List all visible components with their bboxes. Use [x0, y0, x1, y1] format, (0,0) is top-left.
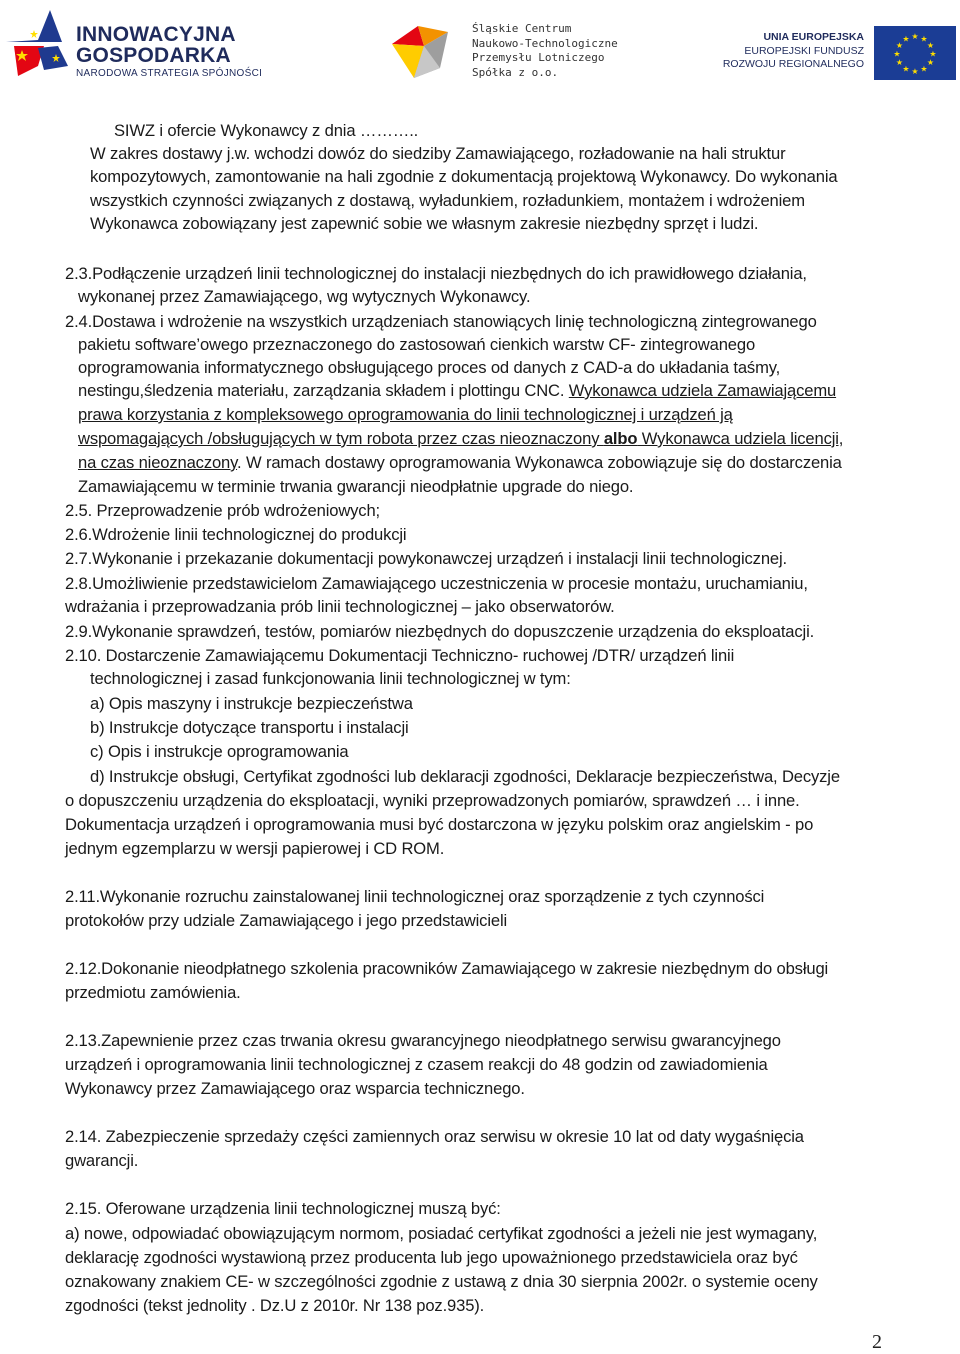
text-line: 2.11.Wykonanie rozruchu zainstalowanej linii technologicznej oraz sporządzenie z tych czynności [65, 887, 765, 906]
text-span: . W ramach dostawy oprogramowania Wykonawca zobowiązuje się do dostarczenia [237, 453, 842, 472]
svg-text:★: ★ [911, 67, 919, 76]
text-line: protokołów przy udziale Zamawiającego i jego przedstawicieli [65, 911, 508, 930]
svg-text:★: ★ [893, 49, 901, 59]
underlined-text: Wykonawca udziela licencji, [637, 429, 844, 448]
text-line: 2.6.Wdrożenie linii technologicznej do produkcji [65, 525, 407, 544]
text-line: Dokumentacja urządzeń i oprogramowania musi być dostarczona w języku polskim oraz angielskim - po [65, 815, 814, 834]
text-line: o dopuszczeniu urządzenia do eksploatacji, wyniki przeprowadzonych pomiarów, sprawdzeń … i inne. [65, 791, 800, 810]
text-line: 2.12.Dokonanie nieodpłatnego szkolenia pracowników Zamawiającego w zakresie niezbędnym do obsługi [65, 959, 829, 978]
company-name-line: Śląskie Centrum [472, 22, 572, 35]
company-name-line: Przemysłu Lotniczego [472, 51, 605, 64]
text-line: Wykonawcy przez Zamawiającego oraz wsparcia technicznego. [65, 1079, 525, 1098]
text-line: zgodności (tekst jednolity . Dz.U z 2010r. Nr 138 poz.935). [65, 1296, 485, 1315]
svg-text:★: ★ [929, 49, 937, 59]
underlined-text: wspomagających /obsługujących w tym robota przez czas nieoznaczony [78, 429, 604, 448]
svg-text:★: ★ [926, 58, 935, 67]
text-span: nestingu,śledzenia materiału, zarządzania składem i plottingu CNC. [78, 381, 565, 400]
underlined-text: prawa korzystania z kompleksowego oprogramowania do linii technologicznej i urządzeń ją [78, 405, 733, 424]
eu-label-line: ROZWOJU REGIONALNEGO [722, 58, 864, 70]
svg-text:★: ★ [902, 34, 910, 44]
svg-text:★: ★ [895, 41, 904, 50]
text-line: 2.9.Wykonanie sprawdzeń, testów, pomiarów niezbędnych do dopuszczenie urządzenia do eksploatacji. [65, 622, 815, 641]
text-line: 2.4.Dostawa i wdrożenie na wszystkich urządzeniach stanowiących linię technologiczną zintegrowanego [65, 312, 817, 331]
text-line: 2.5. Przeprowadzenie prób wdrożeniowych; [65, 501, 380, 520]
company-name-line: Spółka z o.o. [472, 65, 559, 79]
text-line: kompozytowych, zamontowanie na hali zgodnie z dokumentacją projektową Wykonawcy. Do wykonania [90, 167, 838, 186]
text-line [78, 452, 842, 474]
text-line: 2.3.Podłączenie urządzeń linii technologicznej do instalacji niezbędnych do ich prawidłowego działania, [65, 264, 807, 283]
text-line: Zamawiającemu w terminie trwania gwarancji nieodpłatnie upgrade do niego. [78, 477, 634, 496]
underlined-text: na czas nieoznaczony [78, 453, 238, 472]
svg-text:★: ★ [902, 64, 910, 74]
text-line: wszystkich czynności związanych z dostawą, wyładunkiem, rozładunkiem, montażem i wdrożeniem [90, 191, 805, 210]
text-line: 2.15. Oferowane urządzenia linii technologicznej muszą być: [65, 1199, 501, 1218]
text-line: oprogramowania informatycznego obsługującego proces od danych z CAD-a do układania taśmy, [78, 358, 781, 377]
text-line: gwarancji. [65, 1151, 139, 1170]
page-number: 2 [872, 1331, 882, 1353]
text-line: 2.14. Zabezpieczenie sprzedaży części zamiennych oraz serwisu w okresie 10 lat od daty wygaśnięcia [65, 1127, 804, 1146]
svg-text:★: ★ [920, 64, 928, 74]
text-line [78, 380, 836, 402]
text-line: SIWZ i ofercie Wykonawcy z dnia ……….. [114, 121, 419, 140]
text-line: jednym egzemplarzu w wersji papierowej i CD ROM. [65, 839, 445, 858]
text-line: 2.13.Zapewnienie przez czas trwania okresu gwarancyjnego nieodpłatnego serwisu gwarancyjnego [65, 1031, 781, 1050]
ig-title-2: GOSPODARKA [76, 44, 231, 67]
svg-text:★: ★ [895, 58, 904, 67]
text-line: a) nowe, odpowiadać obowiązującym normom, posiadać certyfikat zgodności a jeżeli nie jest wymagany, [65, 1224, 818, 1243]
innowacyjna-gospodarka-logo-icon [4, 6, 74, 89]
text-line: d) Instrukcje obsługi, Certyfikat zgodności lub deklaracji zgodności, Deklaracje bezpieczeństwa, Decyzje [90, 767, 840, 786]
text-line: urządzeń i oprogramowania linii technologicznej z czasem reakcji do 48 godzin od zawiadomienia [65, 1055, 768, 1074]
text-line: Wykonawca zobowiązany jest zapewnić sobie we własnym zakresie niezbędny sprzęt i ludzi. [90, 214, 759, 233]
text-line [78, 428, 843, 450]
scntpl-logo-icon [388, 22, 458, 87]
ig-subtitle: NARODOWA STRATEGIA SPÓJNOŚCI [76, 68, 263, 79]
text-line: c) Opis i instrukcje oprogramowania [90, 742, 349, 761]
underlined-text: Wykonawca udziela Zamawiającemu [568, 381, 837, 400]
text-line: wdrażania i przeprowadzania prób linii technologicznej – jako obserwatorów. [65, 597, 615, 616]
eu-label-line: UNIA EUROPEJSKA [763, 31, 864, 43]
svg-text:★: ★ [926, 41, 935, 50]
text-line: przedmiotu zamówienia. [65, 983, 241, 1002]
text-line: b) Instrukcje dotyczące transportu i instalacji [90, 718, 409, 737]
text-line: wykonanej przez Zamawiającego, wg wytycznych Wykonawcy. [78, 287, 531, 306]
text-line: 2.7.Wykonanie i przekazanie dokumentacji powykonawczej urządzeń i instalacji linii technologicznej. [65, 549, 787, 568]
text-line: technologicznej i zasad funkcjonowania linii technologicznej w tym: [90, 669, 571, 688]
text-line: deklarację zgodności wystawioną przez producenta lub jego upoważnionego przedstawiciela oraz być [65, 1248, 798, 1267]
svg-text:★: ★ [920, 34, 928, 44]
eu-flag-icon [874, 26, 956, 80]
text-line: 2.10. Dostarczenie Zamawiającemu Dokumentacji Techniczno- ruchowej /DTR/ urządzeń linii [65, 646, 735, 665]
company-name-line: Naukowo-Technologiczne [472, 36, 618, 50]
svg-text:★: ★ [911, 32, 919, 41]
text-line: oznakowany znakiem CE- w szczególności zgodnie z ustawą z dnia 30 sierpnia 2002r. o systemie oceny [65, 1272, 818, 1291]
bold-text: albo [603, 429, 638, 448]
text-line: pakietu software’owego przeznaczonego do zastosowań cienkich warstw CF- zintegrowanego [78, 335, 756, 354]
eu-label-line: EUROPEJSKI FUNDUSZ [744, 45, 864, 57]
text-line: 2.8.Umożliwienie przedstawicielom Zamawiającego uczestniczenia w procesie montażu, uruchamianiu, [65, 574, 808, 593]
text-line: a) Opis maszyny i instrukcje bezpieczeństwa [90, 694, 413, 713]
ig-title-1: INNOWACYJNA [76, 23, 236, 46]
text-line: W zakres dostawy j.w. wchodzi dowóz do siedziby Zamawiającego, rozładowanie na hali struktur [90, 144, 786, 163]
